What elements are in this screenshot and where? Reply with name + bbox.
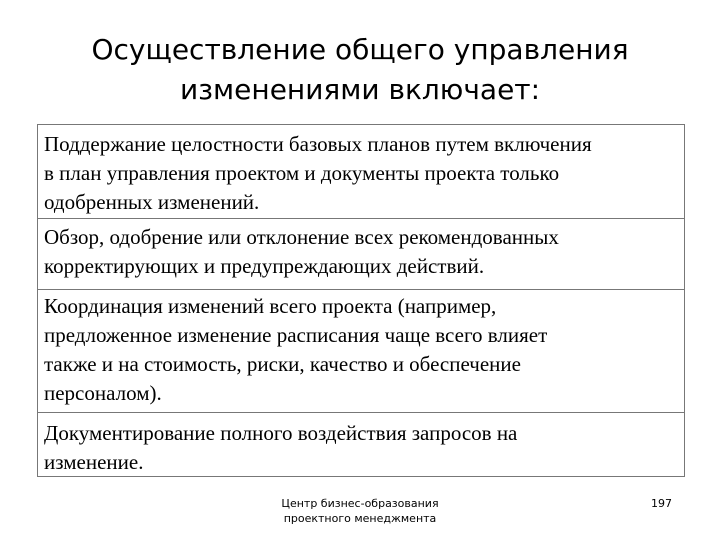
row-text-line: одобренных изменений.	[44, 190, 260, 214]
row-text-line: персоналом).	[44, 381, 162, 405]
row-text-line: Обзор, одобрение или отклонение всех рекомендованных	[44, 225, 559, 249]
table-row	[38, 289, 684, 412]
row-text-line: предложенное изменение расписания чаще всего влияет	[44, 323, 548, 347]
row-text-line: также и на стоимость, риски, качество и обеспечение	[44, 352, 521, 376]
page-number: 197	[651, 497, 672, 510]
footer-organization	[250, 496, 470, 526]
slide-title	[40, 30, 680, 110]
row-text-line: в план управления проектом и документы проекта только	[44, 161, 560, 185]
row-text-line: Поддержание целостности базовых планов путем включения	[44, 132, 592, 156]
content-table	[37, 124, 685, 477]
table-row	[38, 218, 684, 289]
title-line: изменениями включает:	[179, 73, 541, 106]
row-text-line: корректирующих и предупреждающих действий.	[44, 254, 485, 278]
title-line: Осуществление общего управления	[91, 33, 629, 66]
footer-org-line: Центр бизнес-образования	[281, 497, 439, 510]
table-row	[38, 412, 684, 476]
row-text-line: изменение.	[44, 450, 144, 474]
row-text-line: Координация изменений всего проекта (например,	[44, 294, 497, 318]
footer-org-line: проектного менеджмента	[283, 512, 437, 525]
table-row	[38, 125, 684, 218]
row-text-line: Документирование полного воздействия запросов на	[44, 421, 518, 445]
